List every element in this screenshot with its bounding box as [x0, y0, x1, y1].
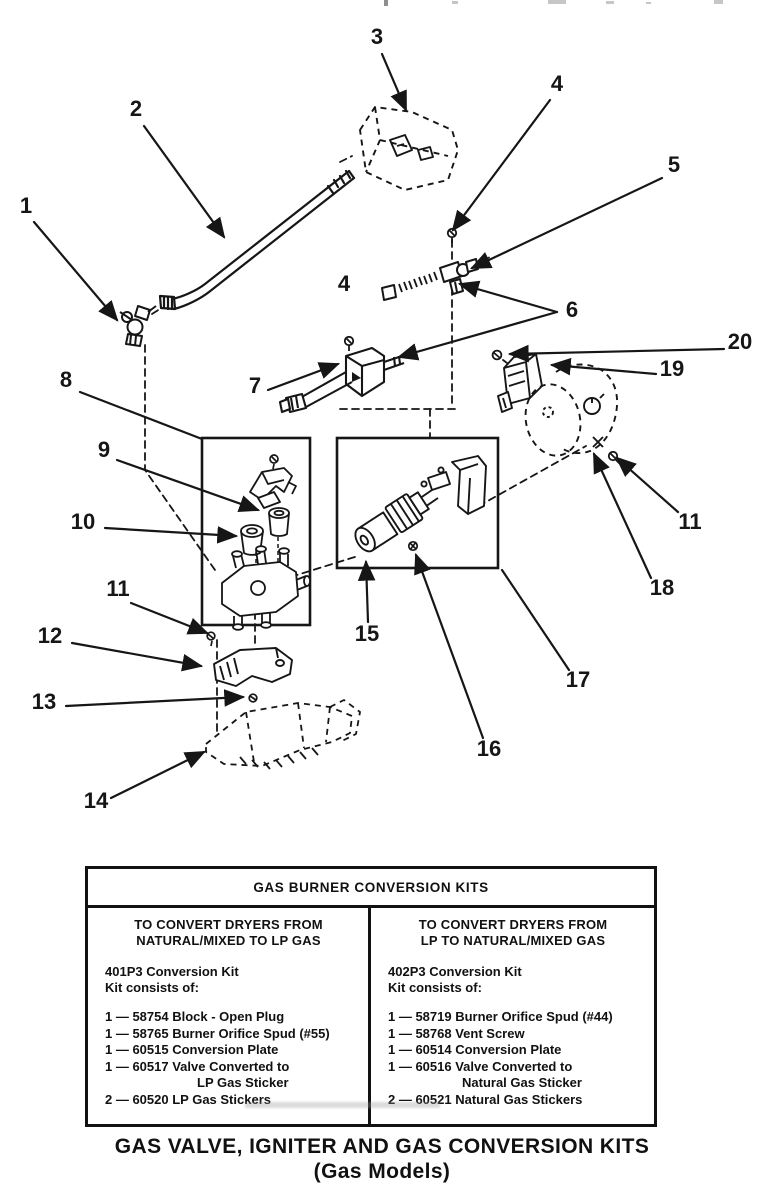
- page-caption: [0, 1134, 764, 1184]
- callout-labels: [20, 24, 752, 813]
- callout-2: 2: [129, 95, 143, 121]
- kit-item-continuation: Natural Gas Sticker: [462, 1075, 582, 1090]
- table-title: GAS BURNER CONVERSION KITS: [88, 869, 654, 908]
- conversion-kits-table: [85, 866, 657, 1127]
- kit-item: 2 — 60520 LP Gas Stickers: [105, 1091, 271, 1107]
- callout-14: 14: [83, 787, 109, 813]
- screw-20: [493, 351, 502, 360]
- gas-valve-body: [222, 546, 310, 630]
- kit-item: 2 — 60521 Natural Gas Stickers: [388, 1091, 583, 1107]
- igniter-assembly: [350, 488, 432, 556]
- kit-item: 1 — 60516 Valve Converted to: [388, 1058, 573, 1074]
- callout-18: 18: [649, 574, 675, 600]
- kit-item: 1 — 60517 Valve Converted to: [105, 1058, 290, 1074]
- screw-4-lower: [345, 337, 353, 351]
- callout-6: 6: [565, 296, 579, 322]
- gas-supply-pipe: [160, 171, 354, 309]
- callout-11-left: 11: [106, 575, 130, 601]
- callout-11-right: 11: [678, 508, 702, 534]
- pipe-mounting-bracket: [360, 107, 458, 190]
- inlet-shutoff-valve: [120, 306, 156, 346]
- screw-13: [249, 694, 257, 702]
- callout-13: 13: [31, 688, 57, 714]
- left-kit-items: [105, 1009, 362, 1108]
- igniter-mounting-bracket: [498, 354, 542, 412]
- callout-7: 7: [248, 372, 262, 398]
- callout-leader-lines: [31, 54, 724, 798]
- page-crop-artifacts: [384, 0, 723, 6]
- callout-17: 17: [565, 666, 591, 692]
- left-kit-intro: Kit consists of:: [105, 980, 199, 995]
- callout-15: 15: [354, 620, 380, 646]
- column-natural-to-lp: [88, 908, 371, 1124]
- flexible-gas-connector: [382, 259, 478, 300]
- right-heading-line2: LP TO NATURAL/MIXED GAS: [420, 933, 606, 948]
- callout-4a: 4: [550, 70, 564, 96]
- left-heading-line1: TO CONVERT DRYERS FROM: [134, 917, 323, 932]
- callout-9: 9: [97, 436, 111, 462]
- print-smudge: [245, 1102, 440, 1108]
- coil-bracket: [250, 468, 296, 508]
- caption-line1: GAS VALVE, IGNITER AND GAS CONVERSION KITS: [114, 1135, 650, 1158]
- screw-11-left: [207, 632, 215, 646]
- callout-5: 5: [667, 151, 681, 177]
- left-kit-name: 401P3 Conversion Kit: [105, 964, 239, 979]
- right-kit-items: [388, 1009, 648, 1108]
- alignment-dashed-lines: [145, 156, 586, 736]
- kit-item: 1 — 60515 Conversion Plate: [105, 1042, 279, 1057]
- igniter-detail-box: [337, 438, 498, 568]
- valve-inlet-pipe-assembly: [280, 348, 404, 412]
- callout-8: 8: [59, 366, 73, 392]
- kit-item-continuation: LP Gas Sticker: [197, 1075, 289, 1090]
- kit-item: 1 — 58754 Block - Open Plug: [105, 1009, 285, 1024]
- callout-4b: 4: [337, 270, 351, 296]
- kit-item: 1 — 60514 Conversion Plate: [388, 1042, 562, 1057]
- left-heading-line2: NATURAL/MIXED TO LP GAS: [136, 933, 321, 948]
- valve-top-screw: [270, 455, 278, 469]
- screw-4-upper: [448, 229, 456, 243]
- right-kit-name: 402P3 Conversion Kit: [388, 964, 522, 979]
- callout-1: 1: [19, 192, 33, 218]
- burner-mounting-bracket: [214, 648, 292, 686]
- right-kit-intro: Kit consists of:: [388, 980, 482, 995]
- callout-3: 3: [370, 23, 384, 49]
- kit-item: 1 — 58765 Burner Orifice Spud (#55): [105, 1025, 330, 1041]
- callout-12: 12: [37, 622, 63, 648]
- kit-item: 1 — 58719 Burner Orifice Spud (#44): [388, 1009, 613, 1024]
- kit-item: 1 — 58768 Vent Screw: [388, 1025, 525, 1041]
- callout-16: 16: [476, 735, 502, 761]
- screw-16: [409, 542, 417, 550]
- caption-line2: (Gas Models): [313, 1160, 451, 1183]
- solenoid-coil-right: [269, 508, 289, 536]
- callout-10: 10: [70, 508, 96, 534]
- right-heading-line1: TO CONVERT DRYERS FROM: [418, 917, 608, 932]
- burner-assembly: [206, 700, 360, 769]
- column-lp-to-natural: [371, 908, 654, 1124]
- callout-20: 20: [727, 328, 753, 354]
- callout-19: 19: [659, 355, 685, 381]
